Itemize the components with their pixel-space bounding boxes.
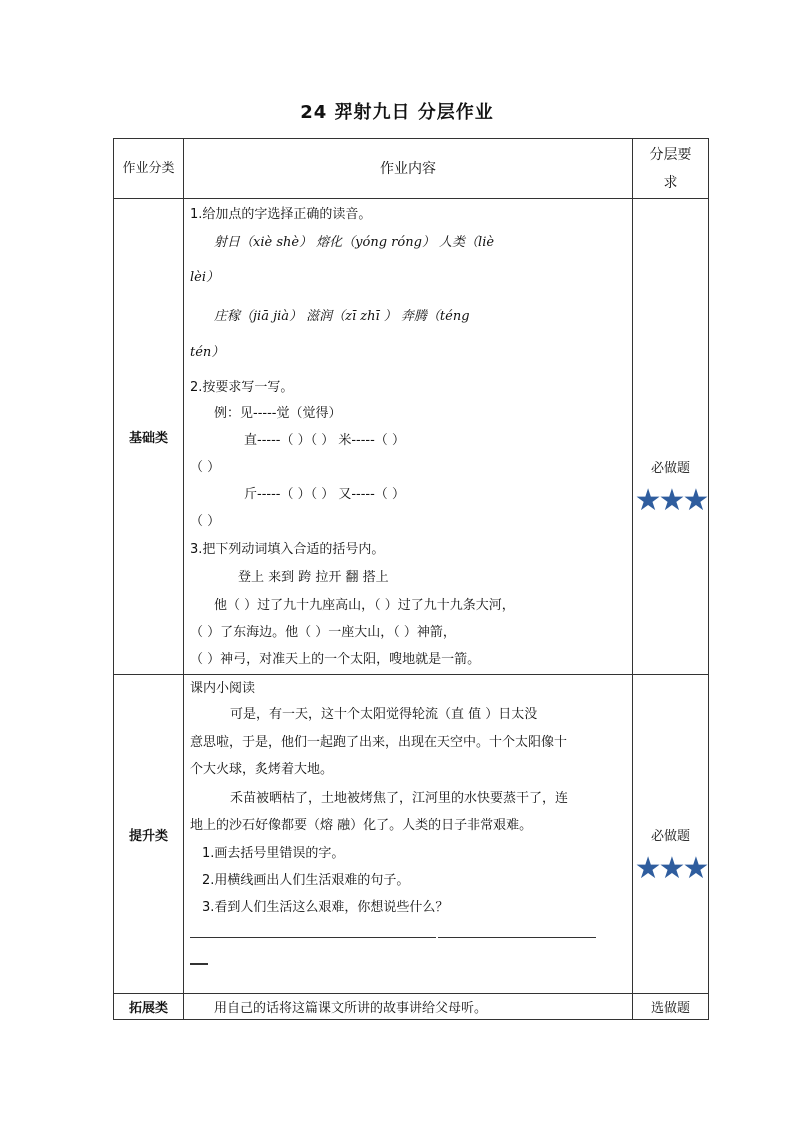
- header-content: 作业内容: [184, 139, 633, 199]
- basic-content: [184, 199, 633, 675]
- extended-row: [114, 994, 709, 1020]
- basic-q3-words: 登上 来到 跨 拉开 翻 搭上: [238, 570, 389, 585]
- advanced-p1-line3: 个大火球，炙烤着大地。: [190, 762, 334, 777]
- basic-q2: 2.按要求写一写。: [190, 380, 294, 395]
- basic-q1-line2: lèi）: [190, 270, 220, 285]
- basic-q3-line1: 他（ ）过了九十九座高山，（ ）过了九十九条大河，: [214, 598, 515, 613]
- basic-q2-line4: （ ）: [190, 514, 221, 529]
- basic-q1: 1.给加点的字选择正确的读音。: [190, 207, 372, 222]
- advanced-p1-line2: 意思啦，于是，他们一起跑了出来，出现在天空中。十个太阳像十: [190, 735, 568, 750]
- basic-q1-line1: 射日（xiè shè） 熔化（yóng róng） 人类（liè: [214, 235, 495, 250]
- advanced-p2-line1: 禾苗被晒枯了，土地被烤焦了，江河里的水快要蒸干了，连: [230, 791, 569, 806]
- advanced-q2: 2.用横线画出人们生活艰难的句子。: [202, 873, 410, 888]
- basic-q2-line2: （ ）: [190, 460, 221, 475]
- star-rating-icon: ★★★: [634, 483, 707, 518]
- basic-q2-example: 例：见-----觉（觉得）: [214, 406, 342, 421]
- advanced-requirement-label: 必做题: [650, 828, 690, 844]
- advanced-row: [114, 675, 709, 994]
- header-category-label: 作业分类: [122, 160, 175, 176]
- header-requirement: [633, 139, 709, 199]
- basic-category: 基础类: [114, 199, 184, 675]
- header-requirement-label: 分层要求: [649, 146, 692, 191]
- advanced-requirement: [633, 675, 709, 994]
- advanced-p1-line1: 可是，有一天，这十个太阳觉得轮流（直 值 ）日太没: [230, 707, 538, 722]
- answer-line[interactable]: [190, 937, 436, 938]
- extended-category: 拓展类: [114, 994, 184, 1020]
- advanced-category: 提升类: [114, 675, 184, 994]
- basic-requirement: [633, 199, 709, 675]
- basic-row: [114, 199, 709, 675]
- advanced-p2-line2: 地上的沙石好像都要（熔 融）化了。人类的日子非常艰难。: [190, 818, 533, 833]
- basic-q1-line4: tén）: [190, 345, 225, 360]
- advanced-heading: 课内小阅读: [190, 681, 256, 696]
- advanced-q1: 1.画去括号里错误的字。: [202, 846, 345, 861]
- basic-q2-line3: 斤-----（ ）（ ） 又-----（ ）: [244, 487, 405, 502]
- answer-line[interactable]: [190, 963, 208, 965]
- extended-content: 用自己的话将这篇课文所讲的故事讲给父母听。: [184, 994, 633, 1020]
- homework-table: [113, 138, 709, 1020]
- basic-q3: 3.把下列动词填入合适的括号内。: [190, 542, 385, 557]
- answer-line[interactable]: [438, 937, 596, 938]
- advanced-q3: 3.看到人们生活这么艰难，你想说些什么？: [202, 900, 449, 915]
- basic-q1-line3: 庄稼（jiā jià） 滋润（zī zhī ） 奔腾（téng: [214, 309, 470, 324]
- basic-q3-line2: （ ）了东海边。他（ ）一座大山，（ ）神箭，: [190, 625, 456, 640]
- extended-requirement: 选做题: [633, 994, 709, 1020]
- star-rating-icon: ★★★: [634, 850, 707, 886]
- basic-requirement-label: 必做题: [650, 461, 690, 476]
- header-category: [114, 139, 184, 199]
- basic-q2-line1: 直-----（ ）（ ） 米-----（ ）: [244, 433, 405, 448]
- page-title: 24 羿射九日 分层作业: [300, 102, 494, 123]
- advanced-content: [184, 675, 633, 994]
- basic-q3-line3: （ ）神弓，对准天上的一个太阳，嗖地就是一箭。: [190, 652, 481, 667]
- header-row: [114, 139, 709, 199]
